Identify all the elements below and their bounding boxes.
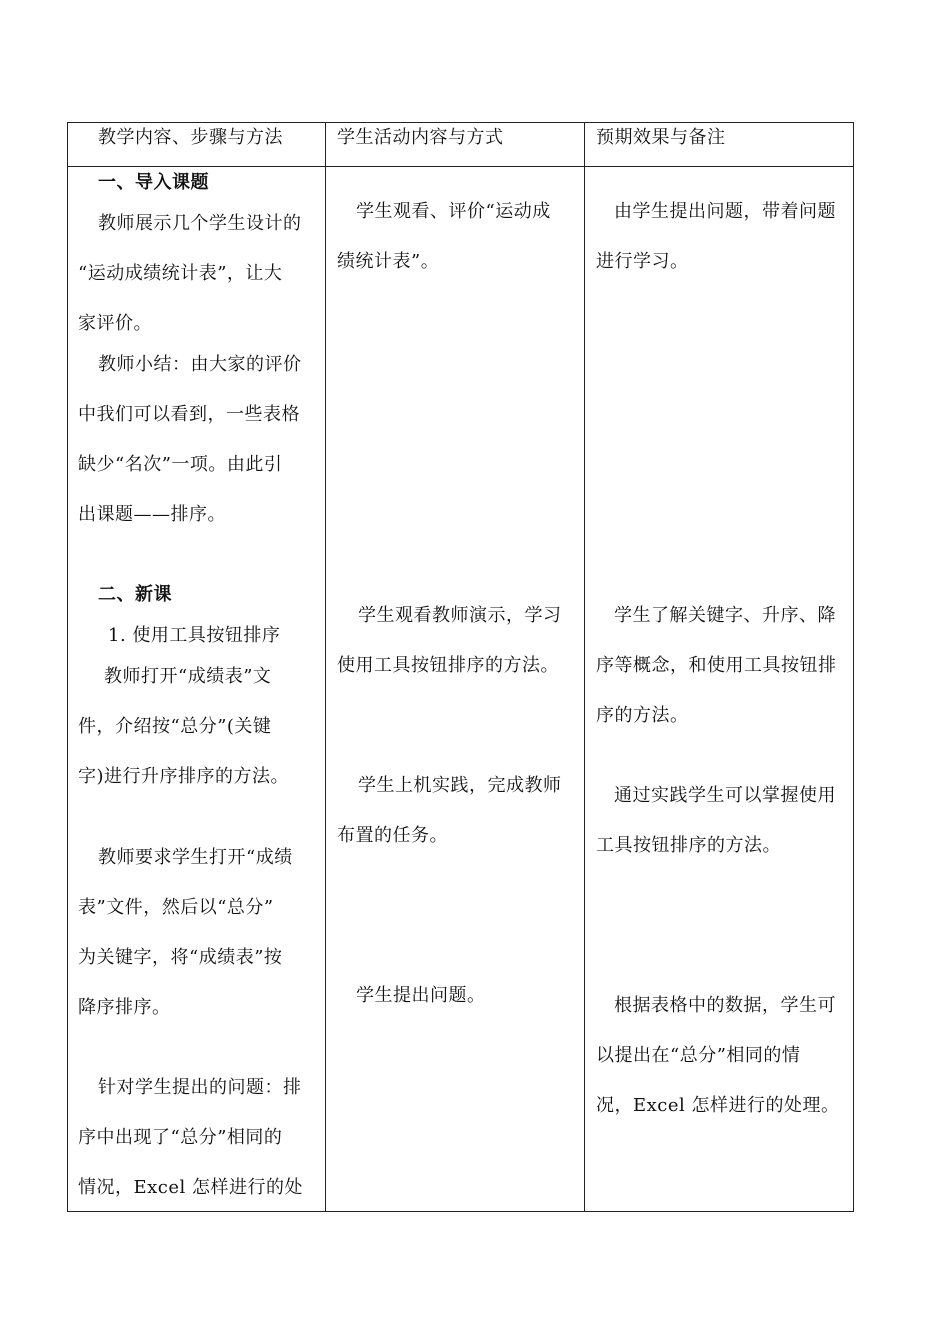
col1-p1-line1: 教师展示几个学生设计的: [98, 213, 302, 234]
table-border-left: [67, 122, 68, 1212]
col1-p5-line2: 序中出现了“总分”相同的: [78, 1127, 283, 1148]
col3-p4-line1: 根据表格中的数据，学生可: [614, 995, 836, 1016]
col3-p2-line1: 学生了解关键字、升序、降: [614, 605, 836, 626]
col1-p1-line3: 家评价。: [78, 313, 152, 334]
col1-p2-line2: 中我们可以看到，一些表格: [78, 404, 300, 425]
col3-p1-line1: 由学生提出问题，带着问题: [614, 201, 836, 222]
table-col-divider-1: [325, 122, 326, 1212]
col3-p4-line3: 况，Excel 怎样进行的处理。: [596, 1095, 840, 1116]
col1-p2-line4: 出课题——排序。: [78, 504, 226, 525]
col3-p2-line2: 序等概念，和使用工具按钮排: [596, 655, 837, 676]
header-expected-effect: 预期效果与备注: [596, 127, 726, 148]
section-title-intro: 一、导入课题: [98, 172, 209, 193]
col1-p2-line1: 教师小结：由大家的评价: [98, 354, 302, 375]
col1-p5-line1: 针对学生提出的问题：排: [98, 1077, 302, 1098]
table-col-divider-2: [584, 122, 585, 1212]
col1-p4-line4: 降序排序。: [78, 997, 171, 1018]
col2-p2-line1: 学生观看教师演示，学习: [358, 605, 562, 626]
header-teaching-content: 教学内容、步骤与方法: [98, 127, 283, 148]
col3-p3-line2: 工具按钮排序的方法。: [596, 835, 781, 856]
col3-p1-line2: 进行学习。: [596, 251, 689, 272]
col1-p4-line2: 表”文件，然后以“总分”: [78, 897, 274, 918]
header-student-activity: 学生活动内容与方式: [337, 127, 504, 148]
col3-p2-line3: 序的方法。: [596, 705, 689, 726]
col1-p2-line3: 缺少“名次”一项。由此引: [78, 454, 283, 475]
col1-p4-line3: 为关键字，将“成绩表”按: [78, 947, 283, 968]
section-title-new-lesson: 二、新课: [98, 584, 172, 605]
col2-p2-line2: 使用工具按钮排序的方法。: [337, 655, 559, 676]
col1-p3-line2: 件，介绍按“总分”(关键: [78, 716, 272, 737]
table-border-right: [853, 122, 854, 1212]
col2-p1-line2: 绩统计表”。: [337, 251, 440, 272]
col1-p5-line3: 情况，Excel 怎样进行的处: [78, 1177, 304, 1198]
col3-p4-line2: 以提出在“总分”相同的情: [596, 1045, 801, 1066]
col2-p3-line1: 学生上机实践，完成教师: [358, 775, 562, 796]
col2-p4-line1: 学生提出问题。: [356, 985, 486, 1006]
col1-p1-line2: “运动成绩统计表”，让大: [78, 263, 283, 284]
col3-p3-line1: 通过实践学生可以掌握使用: [614, 785, 836, 806]
col2-p3-line2: 布置的任务。: [337, 825, 448, 846]
col2-p1-line1: 学生观看、评价“运动成: [356, 201, 551, 222]
subsection-title-toolbar-sort: 1. 使用工具按钮排序: [108, 625, 281, 646]
col1-p3-line3: 字)进行升序排序的方法。: [78, 766, 290, 787]
col1-p3-line1: 教师打开“成绩表”文: [104, 666, 272, 687]
col1-p4-line1: 教师要求学生打开“成绩: [98, 847, 293, 868]
